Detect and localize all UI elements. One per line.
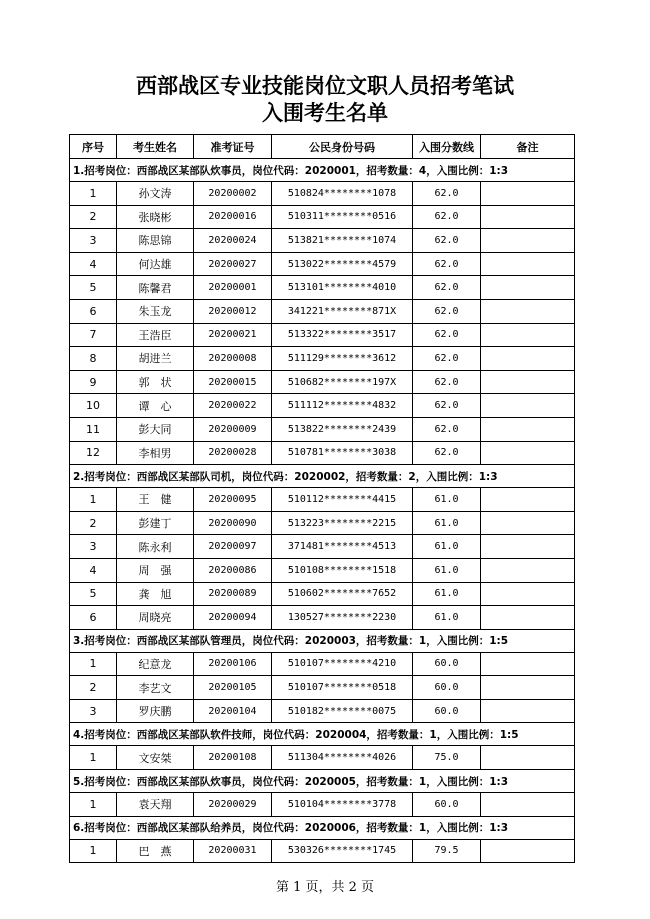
cell-name: 王浩臣 <box>117 323 194 347</box>
cell-no: 10 <box>70 394 117 418</box>
cell-id-number: 513223********2215 <box>272 511 413 535</box>
section-heading-row <box>70 770 575 793</box>
cell-id-number: 511112********4832 <box>272 394 413 418</box>
cell-name: 陈永利 <box>117 535 194 559</box>
cell-exam-id: 20200097 <box>194 535 272 559</box>
col-header-id-number: 公民身份号码 <box>272 135 413 159</box>
table-row <box>70 347 575 371</box>
table-row <box>70 394 575 418</box>
section-heading: 5.招考岗位：西部战区某部队炊事员，岗位代码：2020005，招考数量：1，入围比例：1:3 <box>70 770 575 793</box>
cell-name: 郭 状 <box>117 370 194 394</box>
cell-no: 1 <box>70 182 117 206</box>
section-heading-row <box>70 816 575 839</box>
cell-id-number: 510104********3778 <box>272 793 413 817</box>
section-heading: 2.招考岗位：西部战区某部队司机，岗位代码：2020002，招考数量：2，入围比例：1:3 <box>70 465 575 488</box>
table-row <box>70 676 575 700</box>
cell-score: 62.0 <box>413 205 481 229</box>
cell-note <box>481 323 575 347</box>
cell-exam-id: 20200105 <box>194 676 272 700</box>
cell-note <box>481 488 575 512</box>
cell-exam-id: 20200104 <box>194 699 272 723</box>
cell-id-number: 510602********7652 <box>272 582 413 606</box>
cell-name: 王 健 <box>117 488 194 512</box>
cell-score: 61.0 <box>413 511 481 535</box>
table-header-row <box>70 135 575 159</box>
col-header-note: 备注 <box>481 135 575 159</box>
cell-id-number: 513821********1074 <box>272 229 413 253</box>
table-row <box>70 839 575 863</box>
cell-id-number: 510781********3038 <box>272 441 413 465</box>
cell-score: 61.0 <box>413 582 481 606</box>
cell-score: 61.0 <box>413 606 481 630</box>
cell-note <box>481 699 575 723</box>
table-row <box>70 441 575 465</box>
cell-note <box>481 205 575 229</box>
cell-no: 3 <box>70 535 117 559</box>
section-heading-row <box>70 723 575 746</box>
cell-no: 8 <box>70 347 117 371</box>
table-row <box>70 558 575 582</box>
cell-score: 60.0 <box>413 793 481 817</box>
cell-note <box>481 299 575 323</box>
cell-name: 胡进兰 <box>117 347 194 371</box>
cell-no: 9 <box>70 370 117 394</box>
cell-exam-id: 20200094 <box>194 606 272 630</box>
table-row <box>70 205 575 229</box>
section-heading-row <box>70 465 575 488</box>
cell-note <box>481 182 575 206</box>
cell-score: 62.0 <box>413 229 481 253</box>
cell-exam-id: 20200024 <box>194 229 272 253</box>
cell-exam-id: 20200021 <box>194 323 272 347</box>
cell-no: 5 <box>70 276 117 300</box>
col-header-no: 序号 <box>70 135 117 159</box>
cell-exam-id: 20200031 <box>194 839 272 863</box>
cell-note <box>481 511 575 535</box>
candidate-table <box>69 134 575 863</box>
table-row <box>70 793 575 817</box>
cell-score: 62.0 <box>413 394 481 418</box>
cell-note <box>481 441 575 465</box>
cell-note <box>481 417 575 441</box>
cell-no: 2 <box>70 511 117 535</box>
cell-id-number: 511129********3612 <box>272 347 413 371</box>
page-title: 西部战区专业技能岗位文职人员招考笔试 <box>136 73 514 98</box>
cell-note <box>481 347 575 371</box>
table-row <box>70 323 575 347</box>
cell-score: 79.5 <box>413 839 481 863</box>
cell-id-number: 513822********2439 <box>272 417 413 441</box>
cell-score: 62.0 <box>413 182 481 206</box>
table-row <box>70 535 575 559</box>
table-row <box>70 652 575 676</box>
cell-id-number: 530326********1745 <box>272 839 413 863</box>
cell-exam-id: 20200027 <box>194 252 272 276</box>
cell-id-number: 513022********4579 <box>272 252 413 276</box>
cell-name: 彭建丁 <box>117 511 194 535</box>
cell-note <box>481 229 575 253</box>
cell-name: 张晓彬 <box>117 205 194 229</box>
cell-name: 罗庆鹏 <box>117 699 194 723</box>
cell-exam-id: 20200095 <box>194 488 272 512</box>
cell-name: 李艺文 <box>117 676 194 700</box>
cell-note <box>481 746 575 770</box>
col-header-score: 入围分数线 <box>413 135 481 159</box>
cell-note <box>481 558 575 582</box>
cell-score: 62.0 <box>413 370 481 394</box>
cell-id-number: 510311********0516 <box>272 205 413 229</box>
cell-exam-id: 20200108 <box>194 746 272 770</box>
table-row <box>70 746 575 770</box>
table-body <box>70 159 575 863</box>
cell-exam-id: 20200022 <box>194 394 272 418</box>
cell-note <box>481 394 575 418</box>
cell-id-number: 510107********4210 <box>272 652 413 676</box>
cell-exam-id: 20200001 <box>194 276 272 300</box>
table-row <box>70 370 575 394</box>
cell-id-number: 511304********4026 <box>272 746 413 770</box>
cell-note <box>481 676 575 700</box>
cell-score: 62.0 <box>413 276 481 300</box>
cell-no: 1 <box>70 839 117 863</box>
table-row <box>70 488 575 512</box>
table-row <box>70 582 575 606</box>
table-row <box>70 299 575 323</box>
section-heading: 1.招考岗位：西部战区某部队炊事员，岗位代码：2020001，招考数量：4，入围比例：1:3 <box>70 159 575 182</box>
cell-exam-id: 20200090 <box>194 511 272 535</box>
cell-name: 纪意龙 <box>117 652 194 676</box>
cell-no: 2 <box>70 676 117 700</box>
table-row <box>70 699 575 723</box>
cell-score: 75.0 <box>413 746 481 770</box>
cell-exam-id: 20200012 <box>194 299 272 323</box>
page-footer: 第 1 页，共 2 页 <box>275 880 375 895</box>
section-heading-row <box>70 629 575 652</box>
cell-no: 3 <box>70 699 117 723</box>
page-subtitle: 入围考生名单 <box>262 100 388 125</box>
cell-no: 12 <box>70 441 117 465</box>
cell-note <box>481 606 575 630</box>
cell-score: 62.0 <box>413 347 481 371</box>
cell-note <box>481 793 575 817</box>
cell-exam-id: 20200086 <box>194 558 272 582</box>
cell-id-number: 510107********0518 <box>272 676 413 700</box>
cell-no: 6 <box>70 606 117 630</box>
cell-no: 6 <box>70 299 117 323</box>
cell-note <box>481 652 575 676</box>
cell-score: 62.0 <box>413 252 481 276</box>
cell-name: 何达雄 <box>117 252 194 276</box>
cell-score: 60.0 <box>413 676 481 700</box>
table-row <box>70 182 575 206</box>
cell-name: 周 强 <box>117 558 194 582</box>
cell-score: 61.0 <box>413 558 481 582</box>
cell-name: 谭 心 <box>117 394 194 418</box>
cell-no: 1 <box>70 652 117 676</box>
cell-name: 孙文涛 <box>117 182 194 206</box>
cell-id-number: 510824********1078 <box>272 182 413 206</box>
cell-name: 袁天翔 <box>117 793 194 817</box>
cell-name: 周晓亮 <box>117 606 194 630</box>
table-row <box>70 606 575 630</box>
table-row <box>70 417 575 441</box>
cell-name: 陈思锦 <box>117 229 194 253</box>
cell-note <box>481 582 575 606</box>
cell-name: 文安桀 <box>117 746 194 770</box>
cell-no: 5 <box>70 582 117 606</box>
cell-name: 龚 旭 <box>117 582 194 606</box>
cell-score: 62.0 <box>413 323 481 347</box>
cell-id-number: 510108********1518 <box>272 558 413 582</box>
cell-id-number: 513322********3517 <box>272 323 413 347</box>
cell-exam-id: 20200029 <box>194 793 272 817</box>
cell-score: 61.0 <box>413 535 481 559</box>
cell-id-number: 510182********0075 <box>272 699 413 723</box>
cell-exam-id: 20200089 <box>194 582 272 606</box>
cell-no: 11 <box>70 417 117 441</box>
cell-score: 62.0 <box>413 417 481 441</box>
cell-no: 2 <box>70 205 117 229</box>
cell-exam-id: 20200009 <box>194 417 272 441</box>
cell-no: 4 <box>70 252 117 276</box>
section-heading: 4.招考岗位：西部战区某部队软件技师，岗位代码：2020004，招考数量：1，入围比例：1:5 <box>70 723 575 746</box>
cell-exam-id: 20200028 <box>194 441 272 465</box>
cell-id-number: 513101********4010 <box>272 276 413 300</box>
cell-exam-id: 20200016 <box>194 205 272 229</box>
cell-score: 60.0 <box>413 652 481 676</box>
col-header-exam-id: 准考证号 <box>194 135 272 159</box>
cell-note <box>481 839 575 863</box>
cell-score: 60.0 <box>413 699 481 723</box>
cell-no: 7 <box>70 323 117 347</box>
col-header-name: 考生姓名 <box>117 135 194 159</box>
cell-note <box>481 535 575 559</box>
cell-name: 李相男 <box>117 441 194 465</box>
cell-exam-id: 20200106 <box>194 652 272 676</box>
cell-name: 陈馨君 <box>117 276 194 300</box>
cell-score: 62.0 <box>413 299 481 323</box>
cell-score: 62.0 <box>413 441 481 465</box>
cell-no: 1 <box>70 793 117 817</box>
section-heading: 3.招考岗位：西部战区某部队管理员，岗位代码：2020003，招考数量：1，入围比例：1:5 <box>70 629 575 652</box>
section-heading-row <box>70 159 575 182</box>
cell-id-number: 371481********4513 <box>272 535 413 559</box>
cell-note <box>481 252 575 276</box>
cell-exam-id: 20200002 <box>194 182 272 206</box>
cell-exam-id: 20200015 <box>194 370 272 394</box>
table-row <box>70 511 575 535</box>
cell-no: 4 <box>70 558 117 582</box>
cell-note <box>481 370 575 394</box>
cell-no: 3 <box>70 229 117 253</box>
cell-exam-id: 20200008 <box>194 347 272 371</box>
cell-name: 巴 燕 <box>117 839 194 863</box>
cell-id-number: 130527********2230 <box>272 606 413 630</box>
cell-score: 61.0 <box>413 488 481 512</box>
table-row <box>70 229 575 253</box>
cell-name: 彭大同 <box>117 417 194 441</box>
cell-no: 1 <box>70 488 117 512</box>
table-row <box>70 276 575 300</box>
cell-no: 1 <box>70 746 117 770</box>
section-heading: 6.招考岗位：西部战区某部队给养员，岗位代码：2020006，招考数量：1，入围比例：1:3 <box>70 816 575 839</box>
cell-id-number: 341221********871X <box>272 299 413 323</box>
cell-id-number: 510112********4415 <box>272 488 413 512</box>
cell-id-number: 510682********197X <box>272 370 413 394</box>
cell-note <box>481 276 575 300</box>
cell-name: 朱玉龙 <box>117 299 194 323</box>
table-row <box>70 252 575 276</box>
